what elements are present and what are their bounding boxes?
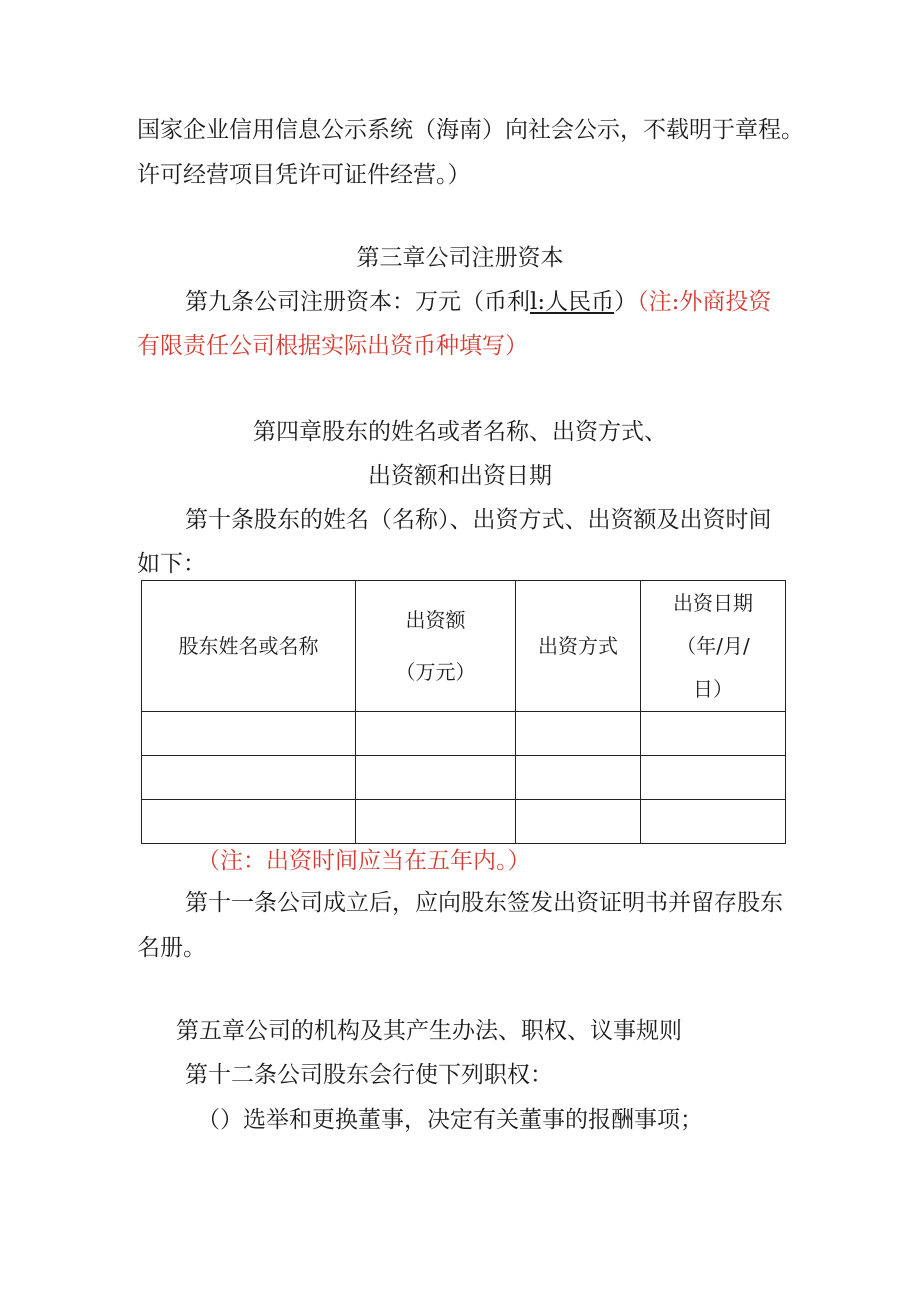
table-header-row	[142, 581, 786, 712]
table-cell[interactable]	[641, 756, 786, 800]
header-date-line-2: （年/月/	[676, 633, 750, 658]
table-cell[interactable]	[356, 800, 516, 844]
table-note: （注：出资时间应当在五年内。）	[197, 848, 531, 874]
article11-line-1: 第十一条公司成立后，应向股东签发出资证明书并留存股东	[185, 890, 783, 916]
table-cell[interactable]	[142, 712, 356, 756]
chapter3-title: 第三章公司注册资本	[356, 245, 564, 271]
header-date	[641, 581, 786, 712]
article12-line: 第十二条公司股东会行使下列职权：	[185, 1062, 553, 1088]
header-shareholder-name: 股东姓名或名称	[142, 581, 356, 712]
table-cell[interactable]	[516, 756, 641, 800]
chapter4-title-line-2: 出资额和出资日期	[368, 463, 552, 489]
header-date-line-1: 出资日期	[673, 590, 753, 615]
header-amount-line-2: （万元）	[395, 660, 476, 684]
table-cell[interactable]	[356, 712, 516, 756]
article11-line-2: 名册。	[137, 935, 206, 961]
table-row	[142, 712, 786, 756]
chapter5-title: 第五章公司的机构及其产生办法、职权、议事规则	[176, 1018, 682, 1044]
para-line-1: 国家企业信用信息公示系统（海南）向社会公示，不载明于章程。	[137, 117, 804, 143]
article9-currency: l:人民币	[530, 289, 615, 315]
chapter4-title-line-1: 第四章股东的姓名或者名称、出资方式、	[253, 419, 667, 445]
table-cell[interactable]	[516, 712, 641, 756]
para-line-2: 许可经营项目凭许可证件经营。）	[137, 162, 471, 188]
article9-line	[185, 287, 771, 317]
table-cell[interactable]	[516, 800, 641, 844]
shareholder-investment-table	[141, 580, 786, 844]
article9-close: ）	[614, 289, 638, 315]
table-cell[interactable]	[356, 756, 516, 800]
article9-note-line-2: 有限责任公司根据实际出资币种填写）	[137, 333, 528, 359]
table-row	[142, 756, 786, 800]
header-method: 出资方式	[516, 581, 641, 712]
header-amount-line-1: 出资额	[405, 608, 466, 632]
table-cell[interactable]	[641, 712, 786, 756]
article9-note: （注:外商投资	[637, 289, 772, 315]
header-amount	[356, 581, 516, 712]
table-cell[interactable]	[641, 800, 786, 844]
article9-text: 第九条公司注册资本：万元（币利	[185, 289, 530, 315]
article10-line-1: 第十条股东的姓名（名称）、出资方式、出资额及出资时间	[185, 507, 772, 533]
table-row	[142, 800, 786, 844]
header-date-line-3: 日）	[693, 676, 733, 701]
table-cell[interactable]	[142, 756, 356, 800]
table-cell[interactable]	[142, 800, 356, 844]
article10-line-2: 如下：	[137, 551, 206, 577]
article12-item-1: （）选举和更换董事，决定有关董事的报酬事项；	[197, 1107, 703, 1133]
